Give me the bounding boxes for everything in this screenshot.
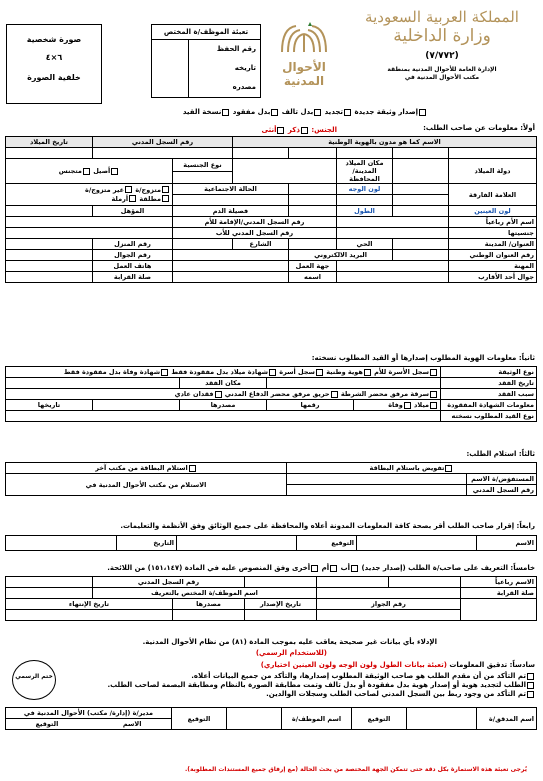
receiver-id-input[interactable]	[286, 485, 466, 496]
emblem-icon	[274, 22, 334, 56]
birthplace-input[interactable]	[232, 159, 336, 184]
single-checkbox[interactable]	[125, 186, 132, 193]
name-cell-1[interactable]	[449, 148, 537, 159]
civil-no-input[interactable]	[92, 148, 232, 159]
birth-kind-checkbox[interactable]	[430, 402, 437, 409]
photo-title: صورة شخصية	[26, 35, 82, 44]
request-type-row: إصدار وثيقة جديدة تجديد بدل تالف بدل مفقود نسخة القيد	[107, 108, 427, 117]
receiver-label: المستفوَض/ة الاسم	[467, 474, 537, 485]
birth-date-input[interactable]	[5, 148, 92, 159]
national-address-input[interactable]	[393, 250, 449, 261]
widow-checkbox[interactable]	[129, 195, 136, 202]
copy-type-input[interactable]	[5, 411, 440, 422]
authorize-checkbox[interactable]	[445, 465, 452, 472]
passport-source-label: مصدرها	[173, 599, 245, 610]
staff-box	[151, 24, 261, 98]
loss-place-label: مكان الفقد	[180, 378, 267, 389]
qualification-input[interactable]	[5, 206, 92, 217]
marital-options: متزوج/ة غير متزوج/ة مطلقة أرملة	[5, 184, 172, 206]
check-3-checkbox[interactable]	[527, 691, 534, 698]
national-address-label: رقم العنوان الوطني	[449, 250, 537, 261]
male-checkbox[interactable]	[301, 127, 308, 134]
marital-input[interactable]	[172, 195, 288, 206]
name-cell-2[interactable]	[393, 148, 449, 159]
official-stamp-box: ختم الرسمي	[12, 660, 56, 700]
copy-type-label: نوع القيد المطلوب نسخته	[441, 411, 537, 422]
female-checkbox[interactable]	[277, 127, 284, 134]
profession-label: المهنة	[449, 261, 537, 272]
footer-note: يُرجى تعبئة هذه الاستمارة بكل دقة حتى تتمكن الجهة المختصة من بحث الحالة (مع إرفاق جميع المستندات المطلوبة).	[185, 766, 527, 773]
copy-checkbox[interactable]	[222, 109, 229, 116]
height-label: الطول	[337, 206, 393, 217]
distinguishing-input-2[interactable]	[393, 195, 449, 206]
director-label: مدير/ة (إدارة/ مكتب) الأحوال المدنية في	[6, 708, 172, 719]
section6-title-row: سادساً: تدقيق المعلومات (تعبئة بيانات الطول ولون الوجه ولون العينين اختياري)	[260, 661, 535, 669]
email-input[interactable]	[172, 250, 288, 261]
check-1-checkbox[interactable]	[527, 673, 534, 680]
mobile-input[interactable]	[5, 250, 92, 261]
national-id-checkbox[interactable]	[364, 369, 371, 376]
blood-type-label: فصيلة الدم	[172, 206, 288, 217]
death-kind-checkbox[interactable]	[404, 402, 411, 409]
relative-name-label: اسمه	[289, 272, 337, 283]
employer-label: جهة العمل	[289, 261, 337, 272]
declare-signature-input[interactable]	[177, 536, 297, 551]
marital-label: الحالة الاجتماعية	[172, 184, 288, 195]
photo-background: خلفية الصورة	[27, 73, 81, 82]
doc-type-options: سجل الأسرة للأم هوية وطنية سجل أسرة شهادة ميلاد بدل مفقودة فقط شهادة وفاة بدل مفقودة فقط	[5, 367, 440, 378]
save-date-label: تاريخه	[234, 64, 256, 72]
receive-other-checkbox[interactable]	[189, 465, 196, 472]
introducer-name-3[interactable]	[245, 577, 317, 588]
normal-loss-checkbox[interactable]	[215, 391, 222, 398]
introducer-id-input[interactable]	[5, 577, 92, 588]
introducer-id-label: رقم السجل المدني	[92, 577, 244, 588]
mother-name-input[interactable]	[337, 217, 449, 228]
mother-id-input[interactable]	[5, 217, 172, 228]
receiver-id-label: رقم السجل المدني	[467, 485, 537, 496]
section6-table	[5, 707, 537, 730]
section1-title: أولاً: معلومات عن صاحب الطلب:	[423, 124, 535, 132]
mother-id-label: رقم السجل المدني/الإقامة للأم	[172, 217, 336, 228]
birth-cert-checkbox[interactable]	[269, 369, 276, 376]
loss-date-label: تاريخ الفقد	[441, 378, 537, 389]
save-number-label: رقم الحفظ	[216, 45, 256, 53]
cert-source-label: مصدرها	[180, 400, 267, 411]
relative-mobile-label: جوال أحد الأقارب	[449, 272, 537, 283]
passport-input[interactable]	[317, 610, 461, 621]
relative-name-input[interactable]	[172, 272, 288, 283]
relative-mobile-input[interactable]	[337, 272, 449, 283]
checker-input[interactable]	[407, 708, 477, 730]
her-nationality-label: جنسيتها	[449, 228, 537, 239]
introducer-relation-label: صلة القرابة	[461, 588, 537, 599]
distinguishing-input[interactable]	[393, 184, 449, 195]
loss-place-input[interactable]	[5, 378, 179, 389]
employee-name-label: اسم الموظف/ة	[282, 708, 352, 730]
lost-checkbox[interactable]	[271, 109, 278, 116]
kingdom-name: المملكة العربية السعودية	[365, 8, 519, 26]
mother-name-label: اسم الأم رباعياً	[449, 217, 537, 228]
civil-no-header: رقم السجل المدني	[92, 137, 232, 148]
cert-date-label: تاريخها	[5, 400, 92, 411]
receiver-input[interactable]	[286, 474, 466, 485]
face-color-input[interactable]	[289, 184, 337, 195]
mother-checkbox[interactable]	[330, 565, 337, 572]
passport-source-input[interactable]	[173, 610, 245, 621]
renew-checkbox[interactable]	[344, 109, 351, 116]
address-input[interactable]	[393, 239, 449, 250]
checker-label: اسم المدقق/ة	[477, 708, 537, 730]
house-no-label: رقم المنزل	[92, 239, 172, 250]
cert-kind-options: ميلاد وفاة	[354, 400, 441, 411]
director-fields: الاسم التوقيع	[6, 719, 172, 730]
passport-label: رقم الجواز	[317, 599, 461, 610]
eye-color-input[interactable]	[393, 206, 449, 217]
section4-title: رابعاً: إقرار صاحب الطلب أقر بصحة كافة المعلومات المدونة أعلاه والمحافظة على جميع الوثائق وفق الأنظمة والتعليمات.	[120, 522, 535, 530]
birth-country-input[interactable]	[393, 159, 449, 184]
qualification-label: المؤهل	[92, 206, 172, 217]
birth-country-label: دولة الميلاد	[449, 159, 537, 184]
cert-source-input[interactable]	[93, 400, 180, 411]
checker-signature-label: التوقيع	[352, 708, 407, 730]
agency-line: الإدارة العامة للأحوال المدنية بمنطقة	[387, 66, 497, 73]
staff-box-title: تعبئة الموظف/ة المختص	[152, 25, 260, 40]
house-no-input[interactable]	[5, 239, 92, 250]
civil-affairs-logo	[261, 22, 347, 86]
employee-name-input[interactable]	[227, 708, 282, 730]
name-header: الاسم كما هو مدون بالهوية الوطنية	[232, 137, 536, 148]
expiry-label: تاريخ الإنتهاء	[5, 599, 172, 610]
divorced-checkbox[interactable]	[162, 195, 169, 202]
face-color-label: لون الوجه	[337, 184, 393, 195]
other-checkbox[interactable]	[311, 565, 318, 572]
section3-title: ثالثاً: استلام الطلب:	[466, 450, 535, 458]
expiry-input[interactable]	[5, 610, 172, 621]
street-label: الشارع	[232, 239, 288, 250]
logo-text: الأحوال المدنية	[282, 60, 326, 88]
gender-row: الجنس: ذكر أنثى	[261, 126, 337, 134]
fire-checkbox[interactable]	[331, 391, 338, 398]
father-id-label: رقم السجل المدني للأب	[172, 228, 336, 239]
native-checkbox[interactable]	[111, 168, 118, 175]
naturalized-checkbox[interactable]	[83, 168, 90, 175]
spacer-cell	[337, 195, 393, 206]
her-nationality-input[interactable]	[337, 228, 449, 239]
spacer-cell-2	[289, 195, 337, 206]
check-item-3: تم التأكد من وجود ربط بين السجل المدني لصاحب الطلب وسجلات الوالدين.	[65, 690, 535, 699]
relation-label: صلة القرابة	[92, 272, 172, 283]
lost-cert-label: معلومات الشهادة المفقودة	[441, 400, 537, 411]
declare-name-input[interactable]	[357, 536, 477, 551]
doc-type-label: نوع الوثيقة	[441, 367, 537, 378]
loss-date-input[interactable]	[267, 378, 441, 389]
check-item-1: تم التأكد من أن مقدم الطلب هو صاحب الوثيقة المطلوب إصدارها، والتأكد من جميع البيانات أعلاه.	[65, 672, 535, 681]
employee-signature-label: التوقيع	[172, 708, 227, 730]
ministry-name: وزارة الداخلية	[393, 26, 491, 46]
photo-box	[6, 24, 102, 104]
spacer-left	[461, 599, 537, 621]
declare-signature-label: التوقيع	[297, 536, 357, 551]
street-input[interactable]	[172, 239, 232, 250]
mobile-label: رقم الجوال	[92, 250, 172, 261]
declare-date-input[interactable]	[6, 536, 117, 551]
work-phone-label: هاتف العمل	[92, 261, 172, 272]
section1-table	[5, 136, 537, 283]
name-cell-4[interactable]	[289, 148, 337, 159]
father-checkbox[interactable]	[351, 565, 358, 572]
section5-table	[5, 576, 537, 621]
receive-office-label: الاستلام من مكتب الأحوال المدنية في	[5, 474, 286, 496]
photo-size: ٦×٤	[45, 53, 63, 62]
employer-input[interactable]	[172, 261, 288, 272]
distinguishing-label: العلامة الفارقة	[449, 184, 537, 206]
section2-title: ثانياً: معلومات الهوية المطلوب إصدارها أو القيد المطلوب نسخته:	[311, 354, 535, 362]
district-input[interactable]	[289, 239, 337, 250]
mother-family-checkbox[interactable]	[430, 369, 437, 376]
introducer-name-1[interactable]	[389, 577, 461, 588]
death-cert-checkbox[interactable]	[161, 369, 168, 376]
nationality-type-label: نوع الجنسية	[172, 159, 232, 172]
introducer-name-label: الاسم رباعياً	[461, 577, 537, 588]
office-line: مكتب الأحوال المدنية في	[404, 74, 480, 81]
form-page	[6, 4, 537, 777]
section2-table	[5, 366, 537, 422]
introduce-employee-input[interactable]	[5, 588, 92, 599]
name-cell-3[interactable]	[337, 148, 393, 159]
penalty-line: الإدلاء بأي بيانات غير صحيحة يعاقب عليه بموجب المادة (٨١) من نظام الأحوال المدنية.	[142, 638, 437, 646]
address-label: العنوان/ المدينة	[449, 239, 537, 250]
introducer-name-2[interactable]	[317, 577, 389, 588]
email-label: البريد الالكتروني	[289, 250, 393, 261]
birth-date-header: تاريخ الميلاد	[5, 137, 92, 148]
eye-color-label: لون العينين	[449, 206, 537, 217]
nat-type-options: أصيل متجنس	[5, 159, 172, 184]
damaged-checkbox[interactable]	[314, 109, 321, 116]
introducer-relation-input[interactable]	[317, 588, 461, 599]
father-id-input[interactable]	[5, 228, 172, 239]
profession-input[interactable]	[337, 261, 449, 272]
section4-table	[5, 535, 537, 551]
relation-input[interactable]	[5, 272, 92, 283]
introduce-employee-label: اسم الموظف/ة المختص بالتعريف	[92, 588, 316, 599]
declare-name-label: الاسم	[477, 536, 537, 551]
birthplace-label: مكان الميلاد المدينة/المحافظة	[337, 159, 393, 184]
section3-table	[5, 462, 537, 496]
work-phone-input[interactable]	[5, 261, 92, 272]
issue-date-label: تاريخ الإصدار	[245, 599, 317, 610]
check-list	[65, 672, 535, 699]
name-cell-5[interactable]	[232, 148, 288, 159]
form-code: (٧/٧٧٢)	[425, 51, 459, 61]
issue-date-input[interactable]	[245, 610, 317, 621]
section5-title-row: خامساً: التعريف على صاحب/ة الطلب (إصدار جديد) أب أم أخرى وفق المنصوص عليه في المادة (١٥١،١٤٧) من اللائحة.	[107, 564, 535, 572]
loss-cause-label: سبب الفقد	[441, 389, 537, 400]
receive-other-cell: استلام البطاقة من مكتب آخر	[5, 463, 286, 474]
loss-cause-options: سرقة مرفق محضر الشرطة حريق مرفق محضر الدفاع المدني فقدان عادي	[5, 389, 440, 400]
nat-type-input[interactable]	[172, 171, 232, 184]
save-source-label: مصدره	[232, 83, 256, 91]
cert-number-label: رقمها	[267, 400, 354, 411]
district-label: الحي	[337, 239, 393, 250]
declare-date-label: التاريخ	[117, 536, 177, 551]
married-checkbox[interactable]	[162, 186, 169, 193]
check-2-checkbox[interactable]	[527, 682, 534, 689]
check-item-2: الطلب لتجديد هوية أو إصدار هوية بدل مفقودة أو بدل تالف وتمت مطابقة الصورة بالنظام ومطابقة البصمة لصاحب الطلب.	[65, 681, 535, 690]
theft-checkbox[interactable]	[430, 391, 437, 398]
authorize-cell: تفويض باستلام البطاقة	[286, 463, 536, 474]
header-right	[347, 4, 537, 88]
height-input[interactable]	[289, 206, 337, 217]
new-doc-checkbox[interactable]	[419, 109, 426, 116]
official-use: (للاستخدام الرسمي)	[255, 649, 327, 657]
family-record-checkbox[interactable]	[316, 369, 323, 376]
